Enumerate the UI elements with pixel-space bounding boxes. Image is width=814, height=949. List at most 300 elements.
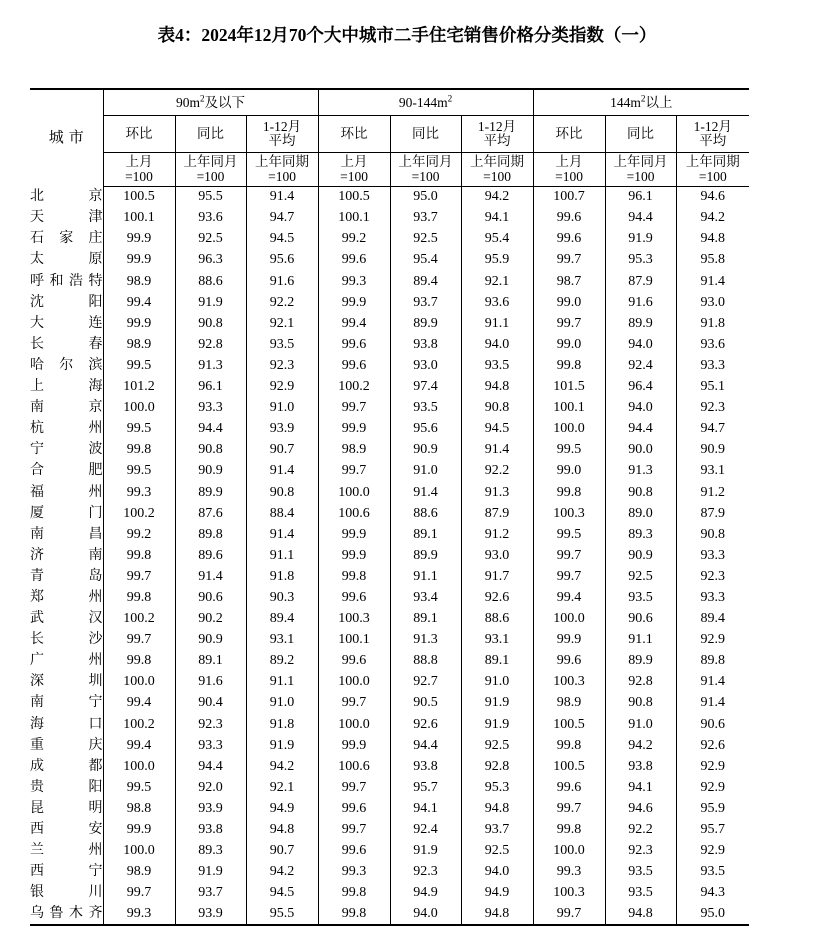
city-label: 银川 (30, 885, 103, 901)
table-cell-value: 99.8 (318, 883, 390, 904)
table-cell-value: 89.3 (605, 524, 676, 545)
table-cell-value: 91.4 (700, 273, 726, 289)
table-cell-value: 90.5 (390, 693, 461, 714)
table-cell-value: 93.1 (700, 463, 726, 479)
table-cell-value: 99.7 (318, 397, 390, 418)
metric-l2: 平均 (483, 133, 511, 148)
table-cell-value: 89.1 (461, 651, 533, 672)
table-cell-value: 93.1 (246, 629, 318, 650)
table-cell-value: 99.0 (533, 461, 605, 482)
city-label: 太原 (30, 252, 103, 268)
table-cell-value: 92.5 (461, 840, 533, 861)
table-cell-value: 91.4 (246, 524, 318, 545)
table-cell-value: 91.1 (605, 629, 676, 650)
table-cell-value: 91.9 (175, 292, 246, 313)
table-cell-value: 99.4 (318, 313, 390, 334)
row-city-name (30, 904, 103, 925)
table-cell-value: 92.3 (390, 862, 461, 883)
table-cell-value: 93.0 (390, 355, 461, 376)
table-cell-value: 94.8 (461, 904, 533, 925)
table-cell-value: 98.7 (533, 271, 605, 292)
table-cell-value: 95.5 (175, 187, 246, 208)
city-label: 广州 (30, 653, 103, 669)
table-cell-value: 90.9 (175, 461, 246, 482)
table-cell-value: 90.9 (390, 440, 461, 461)
table-cell-value: 93.3 (175, 735, 246, 756)
header-group-1 (318, 89, 533, 116)
header-row-bases (30, 153, 749, 187)
metric-l1: 环比 (125, 125, 153, 141)
table-cell-value: 99.7 (318, 693, 390, 714)
table-cell-value: 91.0 (605, 714, 676, 735)
table-cell-value: 100.2 (103, 608, 175, 629)
row-city-name (30, 271, 103, 292)
table-cell-value: 91.3 (605, 461, 676, 482)
table-cell-value: 89.9 (605, 313, 676, 334)
table-row (30, 862, 749, 883)
table-cell-value: 94.4 (175, 756, 246, 777)
row-city-name (30, 756, 103, 777)
table-cell-value: 99.3 (318, 271, 390, 292)
table-cell-value: 100.2 (103, 503, 175, 524)
table-cell-value: 99.5 (103, 461, 175, 482)
table-cell-value: 95.7 (700, 822, 726, 838)
table-cell-value: 99.3 (318, 862, 390, 883)
metric-l1: 环比 (340, 125, 368, 141)
table-cell-value: 95.4 (390, 250, 461, 271)
table-cell-value: 91.9 (390, 840, 461, 861)
table-cell-value: 99.7 (103, 883, 175, 904)
table-cell-value: 91.2 (700, 484, 726, 500)
table-cell-value: 92.2 (461, 461, 533, 482)
table-cell-value: 99.5 (103, 777, 175, 798)
table-cell-value: 89.6 (175, 545, 246, 566)
row-city-name (30, 608, 103, 629)
row-city-name (30, 566, 103, 587)
table-cell-value: 92.4 (390, 819, 461, 840)
table-cell-value: 89.4 (700, 611, 726, 627)
table-cell-value: 99.5 (533, 524, 605, 545)
table-cell-value: 90.6 (175, 587, 246, 608)
table-cell-value: 100.5 (533, 756, 605, 777)
table-row (30, 376, 749, 397)
table-cell-value: 100.0 (318, 672, 390, 693)
row-city-name (30, 187, 103, 208)
table-cell-value: 93.5 (390, 397, 461, 418)
table-cell-value: 95.6 (246, 250, 318, 271)
table-cell-value: 99.7 (533, 566, 605, 587)
table-cell-value: 93.0 (461, 545, 533, 566)
city-label: 长沙 (30, 632, 103, 648)
table-cell-value: 100.5 (533, 714, 605, 735)
table-cell-value: 94.4 (390, 735, 461, 756)
table-cell-value: 93.5 (605, 883, 676, 904)
table-cell-value: 92.6 (700, 737, 726, 753)
table-cell-value: 91.2 (461, 524, 533, 545)
city-label: 沈阳 (30, 294, 103, 310)
table-cell-value: 95.9 (700, 800, 726, 816)
table-cell-value: 100.2 (103, 714, 175, 735)
table-cell-value: 99.4 (103, 292, 175, 313)
base-l2: =100 (196, 168, 225, 184)
row-city-name (30, 714, 103, 735)
table-cell-value: 101.5 (533, 376, 605, 397)
base-l2: =100 (268, 168, 296, 184)
base-l2: =100 (483, 168, 511, 184)
table-cell-value: 89.8 (175, 524, 246, 545)
table-cell-value: 89.2 (246, 651, 318, 672)
table-cell-value: 94.4 (605, 419, 676, 440)
table-cell-value: 91.6 (246, 271, 318, 292)
city-label: 南京 (30, 400, 103, 416)
city-label: 厦门 (30, 505, 103, 521)
table-cell-value: 87.9 (461, 503, 533, 524)
table-cell-value: 91.6 (175, 672, 246, 693)
table-cell-value: 100.3 (533, 503, 605, 524)
table-cell-value: 100.1 (318, 208, 390, 229)
table-cell-value: 94.8 (605, 904, 676, 925)
table-cell-value: 94.2 (700, 210, 726, 226)
row-city-name (30, 503, 103, 524)
sup-2-b: 2 (447, 93, 453, 104)
city-label: 济南 (30, 547, 103, 563)
table-cell-value: 100.0 (103, 840, 175, 861)
table-cell-value: 92.9 (700, 779, 726, 795)
table-cell-value: 93.5 (461, 355, 533, 376)
table-cell-value: 99.6 (318, 250, 390, 271)
metric-l1: 1-12月 (477, 118, 517, 134)
base-l1: 上月 (125, 154, 153, 170)
table-cell-value: 92.9 (700, 632, 726, 648)
table-row (30, 798, 749, 819)
table-cell-value: 99.8 (103, 587, 175, 608)
table-cell-value: 95.6 (390, 419, 461, 440)
table-cell-value: 92.5 (390, 229, 461, 250)
table-cell-value: 91.9 (246, 735, 318, 756)
table-cell-value: 90.8 (175, 313, 246, 334)
table-cell-value: 99.7 (103, 566, 175, 587)
table-cell-value: 90.7 (246, 840, 318, 861)
table-cell-value: 100.6 (318, 756, 390, 777)
table-cell-value: 96.1 (605, 187, 676, 208)
table-cell-value: 89.0 (605, 503, 676, 524)
table-cell-value: 99.2 (318, 229, 390, 250)
table-cell-value: 98.9 (103, 334, 175, 355)
table-cell-value: 90.9 (700, 442, 726, 458)
table-cell-value: 93.9 (246, 419, 318, 440)
table-cell-value: 100.0 (533, 840, 605, 861)
table-cell-value: 99.2 (103, 524, 175, 545)
row-city-name (30, 376, 103, 397)
row-city-name (30, 419, 103, 440)
metric-l2: 平均 (268, 133, 296, 148)
table-cell-value: 92.3 (605, 840, 676, 861)
table-cell-value: 99.7 (533, 904, 605, 925)
table-cell-value: 99.3 (103, 904, 175, 925)
table-cell-value: 93.3 (700, 589, 726, 605)
table-cell-value: 94.0 (605, 334, 676, 355)
header-metric-g0-m2 (246, 116, 318, 153)
table-cell-value: 91.0 (461, 672, 533, 693)
table-cell-value: 89.9 (605, 651, 676, 672)
table-cell-value: 89.9 (175, 482, 246, 503)
header-group-1-text: $90-144m^2$ (398, 93, 453, 110)
sup-2-a: 2 (199, 93, 205, 104)
table-cell-value: 91.3 (390, 629, 461, 650)
table-cell-value: 99.8 (533, 482, 605, 503)
table-cell-value: 94.6 (605, 798, 676, 819)
table-cell-value: 88.4 (246, 503, 318, 524)
table-cell-value: 99.8 (103, 440, 175, 461)
table-cell-value: 98.9 (103, 862, 175, 883)
table-cell-value: 94.1 (605, 777, 676, 798)
table-cell-value: 92.6 (461, 587, 533, 608)
table-row (30, 461, 749, 482)
sup-2-c: 2 (640, 93, 646, 104)
table-cell-value: 93.5 (605, 587, 676, 608)
table-cell-value: 94.2 (246, 756, 318, 777)
table-cell-value: 100.0 (533, 419, 605, 440)
table-cell-value: 99.5 (103, 419, 175, 440)
header-base-g1-m0 (318, 153, 390, 187)
city-label: 石家庄 (30, 231, 103, 247)
base-l1: 上年同期 (470, 154, 525, 170)
city-label: 武汉 (30, 611, 103, 627)
table-cell-value: 91.1 (461, 313, 533, 334)
table-row (30, 229, 749, 250)
table-row (30, 482, 749, 503)
table-cell-value: 94.0 (605, 397, 676, 418)
table-cell-value: 99.9 (103, 229, 175, 250)
table-cell-value: 95.0 (676, 904, 749, 925)
table-cell-value: 94.5 (461, 419, 533, 440)
table-cell-value: 95.3 (605, 250, 676, 271)
city-label: 西安 (30, 822, 103, 838)
header-metric-g0-m0 (103, 116, 175, 153)
table-cell-value: 95.3 (461, 777, 533, 798)
metric-l1: 同比 (412, 125, 440, 141)
city-label: 西宁 (30, 864, 103, 880)
table-cell-value: 91.4 (246, 461, 318, 482)
table-cell-value: 94.9 (390, 883, 461, 904)
table-cell-value: 92.1 (246, 313, 318, 334)
row-city-name (30, 250, 103, 271)
metric-l1: 1-12月 (262, 118, 302, 134)
table-cell-value: 91.4 (461, 440, 533, 461)
table-cell-value: 87.6 (175, 503, 246, 524)
table-cell-value: 91.6 (605, 292, 676, 313)
table-cell-value: 94.9 (461, 883, 533, 904)
table-cell-value: 99.7 (318, 819, 390, 840)
table-cell-value: 93.9 (175, 798, 246, 819)
row-city-name (30, 735, 103, 756)
table-cell-value: 92.7 (390, 672, 461, 693)
table-cell-value: 94.7 (246, 208, 318, 229)
table-cell-value: 99.8 (533, 735, 605, 756)
row-city-name (30, 545, 103, 566)
table-body (30, 187, 749, 925)
header-group-0-text: $90m^2$及以下 (175, 93, 246, 110)
table-cell-value: 98.9 (103, 271, 175, 292)
table-cell-value: 91.4 (700, 695, 726, 711)
city-label: 兰州 (30, 843, 103, 859)
header-metric-g1-m2 (461, 116, 533, 153)
table-cell-value: 100.1 (103, 208, 175, 229)
table-cell-value: 99.8 (533, 355, 605, 376)
table-cell-value: 100.0 (318, 482, 390, 503)
row-city-name (30, 208, 103, 229)
table-cell-value: 94.7 (700, 421, 726, 437)
table-cell-value: 100.1 (318, 629, 390, 650)
table-row (30, 419, 749, 440)
header-base-g0-m1 (175, 153, 246, 187)
city-label: 贵阳 (30, 779, 103, 795)
table-cell-value: 96.4 (605, 376, 676, 397)
metric-l1: 同比 (197, 125, 224, 141)
table-row (30, 545, 749, 566)
table-cell-value: 97.4 (390, 376, 461, 397)
table-cell-value: 89.9 (390, 313, 461, 334)
table-cell-value: 99.4 (103, 735, 175, 756)
table-row (30, 629, 749, 650)
table-cell-value: 92.2 (605, 819, 676, 840)
table-row (30, 714, 749, 735)
header-row-groups (30, 89, 749, 116)
table-cell-value: 99.3 (103, 482, 175, 503)
table-row (30, 440, 749, 461)
row-city-name (30, 461, 103, 482)
table-cell-value: 99.6 (318, 798, 390, 819)
table-cell-value: 94.2 (605, 735, 676, 756)
table-cell-value: 89.8 (700, 653, 726, 669)
table-cell-value: 92.8 (605, 672, 676, 693)
table-cell-value: 94.2 (461, 187, 533, 208)
table-cell-value: 99.6 (533, 777, 605, 798)
row-city-name (30, 440, 103, 461)
table-cell-value: 98.9 (533, 693, 605, 714)
table-cell-value: 90.8 (605, 693, 676, 714)
table-cell-value: 91.8 (700, 315, 726, 331)
table-cell-value: 99.6 (533, 651, 605, 672)
table-cell-value: 94.0 (390, 904, 461, 925)
table-cell-value: 99.5 (533, 440, 605, 461)
table-cell-value: 99.7 (318, 461, 390, 482)
table-cell-value: 92.3 (700, 568, 726, 584)
base-l1: 上月 (555, 154, 583, 170)
city-label: 重庆 (30, 737, 103, 753)
header-group-0 (103, 89, 318, 116)
table-cell-value: 99.6 (318, 587, 390, 608)
table-cell-value: 92.0 (175, 777, 246, 798)
table-cell-value: 90.8 (175, 440, 246, 461)
table-cell-value: 99.5 (103, 355, 175, 376)
base-l2: =100 (411, 168, 440, 184)
table-cell-value: 99.8 (533, 819, 605, 840)
table-cell-value: 90.6 (700, 716, 726, 732)
city-label: 成都 (30, 758, 103, 774)
row-city-name (30, 798, 103, 819)
table-row (30, 250, 749, 271)
table-cell-value: 95.8 (700, 252, 726, 268)
table-row (30, 883, 749, 904)
table-row (30, 651, 749, 672)
city-label: 海口 (30, 716, 103, 732)
table-cell-value: 94.0 (461, 862, 533, 883)
table-cell-value: 91.4 (700, 674, 726, 690)
base-l2: =100 (555, 168, 583, 184)
table-cell-value: 92.9 (246, 376, 318, 397)
table-cell-value: 99.7 (533, 250, 605, 271)
row-city-name (30, 819, 103, 840)
table-cell-value: 90.8 (605, 482, 676, 503)
table-cell-value: 99.6 (318, 840, 390, 861)
table-row (30, 608, 749, 629)
page-title: 表4：2024年12月70个大中城市二手住宅销售价格分类指数（一） (157, 25, 657, 45)
table-cell-value: 91.1 (390, 566, 461, 587)
table-cell-value: 90.2 (175, 608, 246, 629)
table-cell-value: 99.6 (318, 651, 390, 672)
row-city-name (30, 313, 103, 334)
table-cell-value: 90.9 (175, 629, 246, 650)
city-label: 天津 (30, 210, 103, 226)
base-l2: =100 (125, 168, 153, 184)
header-metric-g0-m1 (175, 116, 246, 153)
table-cell-value: 94.3 (700, 885, 726, 901)
table-cell-value: 90.8 (700, 526, 726, 542)
header-group-2-text: $144m^2$以上 (610, 93, 673, 110)
table-row (30, 777, 749, 798)
table-cell-value: 91.1 (246, 545, 318, 566)
table-cell-value: 92.8 (175, 334, 246, 355)
base-l1: 上年同月 (398, 154, 453, 170)
table-cell-value: 100.6 (318, 503, 390, 524)
table-cell-value: 90.3 (246, 587, 318, 608)
table-cell-value: 92.6 (390, 714, 461, 735)
city-label: 昆明 (30, 800, 103, 816)
table-cell-value: 95.0 (390, 187, 461, 208)
table-cell-value: 88.6 (461, 608, 533, 629)
city-label: 南昌 (30, 526, 103, 542)
table-cell-value: 94.8 (700, 231, 726, 247)
table-cell-value: 93.4 (390, 587, 461, 608)
table-row (30, 187, 749, 208)
row-city-name (30, 587, 103, 608)
table-cell-value: 88.8 (390, 651, 461, 672)
base-l1: 上年同期 (685, 154, 740, 170)
table-cell-value: 92.1 (246, 777, 318, 798)
table-cell-value: 90.8 (461, 397, 533, 418)
row-city-name (30, 229, 103, 250)
header-base-g1-m1 (390, 153, 461, 187)
row-city-name (30, 840, 103, 861)
table-cell-value: 99.8 (318, 904, 390, 925)
city-label: 郑州 (30, 589, 103, 605)
table-cell-value: 93.9 (175, 904, 246, 925)
table-cell-value: 91.3 (461, 482, 533, 503)
metric-l1: 环比 (555, 125, 583, 141)
table-cell-value: 94.8 (461, 798, 533, 819)
header-metric-g2-m1 (605, 116, 676, 153)
table-row (30, 735, 749, 756)
city-label: 乌鲁木齐 (30, 905, 103, 921)
table-cell-value: 91.9 (461, 693, 533, 714)
header-base-g2-m1 (605, 153, 676, 187)
table-cell-value: 93.1 (461, 629, 533, 650)
table-cell-value: 89.4 (390, 271, 461, 292)
row-city-name (30, 777, 103, 798)
header-base-g0-m0 (103, 153, 175, 187)
table-cell-value: 93.8 (390, 756, 461, 777)
